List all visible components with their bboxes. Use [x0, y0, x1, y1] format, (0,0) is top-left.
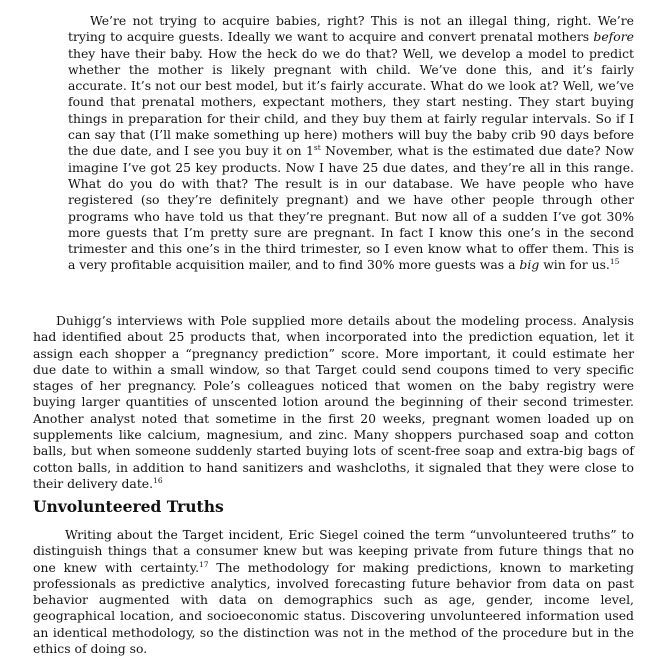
block-quote	[68, 13, 634, 274]
quote-text-part-2: they have their baby. How the heck do we do that? Well, we develop a model to predict whether the mother is likely pregnant with child. We’ve done this, and it’s fairly accurate. It’s not our best model, but it’s fairly accurate. What do we look at? Well, we’ve found that prenatal mothers, expectant mothers, they start nesting. They start buying things in preparation for their child, and they buy them at fairly regular intervals. So if I can say that (I’ll make something up here) mothers will buy the baby crib 90 days before the due date, and I see you buy it on 1	[68, 45, 634, 159]
quote-text-part-4: win for us.	[539, 257, 610, 273]
paragraph-text: Duhigg’s interviews with Pole supplied more details about the modeling process. Analysis had identified about 25 products that, when incorporated into the prediction equation, let it assign each shopper a “pregnancy prediction” score. More important, it could estimate her due date to within a small window, so that Target could send coupons timed to very specific stages of her pregnancy. Pole’s colleagues noticed that women on the baby registry were buying larger quantities of unscented lotion around the beginning of their second trimester. Another analyst noted that sometime in the first 20 weeks, pregnant women loaded up on supplements like calcium, magnesium, and zinc. Many shoppers purchased soap and cotton balls, but when someone suddenly started buying lots of scent-free soap and extra-big bags of cotton balls, in addition to hand sanitizers and washcloths, it signaled that they were close to their delivery date.	[33, 313, 634, 491]
quote-text-part-1: We’re not trying to acquire babies, right? This is not an illegal thing, right. We’re trying to acquire guests. Ideally we want to acquire and convert prenatal mothers	[68, 13, 634, 45]
footnote-marker-16: 16	[153, 475, 163, 485]
paragraph-text-part-1: Writing about the Target incident, Eric Siegel coined the term “unvolunteered truths” to distinguish things that a consumer knew but was keeping private from future things that no one knew with certainty.	[33, 527, 634, 575]
footnote-marker-17: 17	[199, 559, 209, 569]
section-heading: Unvolunteered Truths	[33, 497, 224, 516]
paragraph-text-part-2: The methodology for making predictions, known to marketing professionals as predictive analytics, involved forecasting future behavior from data on past behavior augmented with data on demographics such as age, gender, income level, geographical location, and socioeconomic status. Discovering unvolunteered information used an identical methodology, so the distinction was not in the method of the procedure but in the ethics of doing so.	[33, 559, 634, 657]
body-paragraph-duhigg	[33, 313, 634, 492]
body-paragraph-unvolunteered	[33, 527, 634, 657]
quote-text-part-3: November, what is the estimated due date? Now imagine I’ve got 25 key products. Now I have 25 due dates, and they’re all in this range. What do you do with that? The result is in our database. We have people who have registered (so they’re definitely pregnant) and we have other people through other programs who have told us that they’re pregnant. But now all of a sudden I’ve got 30% more guests that I’m pretty sure are pregnant. In fact I know this one’s in the second trimester and this one’s in the third trimester, so I even know what to offer them. This is a very profitable acquisition mailer, and to find 30% more guests was a	[68, 143, 634, 273]
quote-emphasis-big: big	[519, 257, 540, 273]
footnote-marker-15: 15	[609, 257, 620, 267]
quote-emphasis-before: before	[593, 29, 634, 45]
ordinal-superscript: st	[313, 143, 321, 153]
